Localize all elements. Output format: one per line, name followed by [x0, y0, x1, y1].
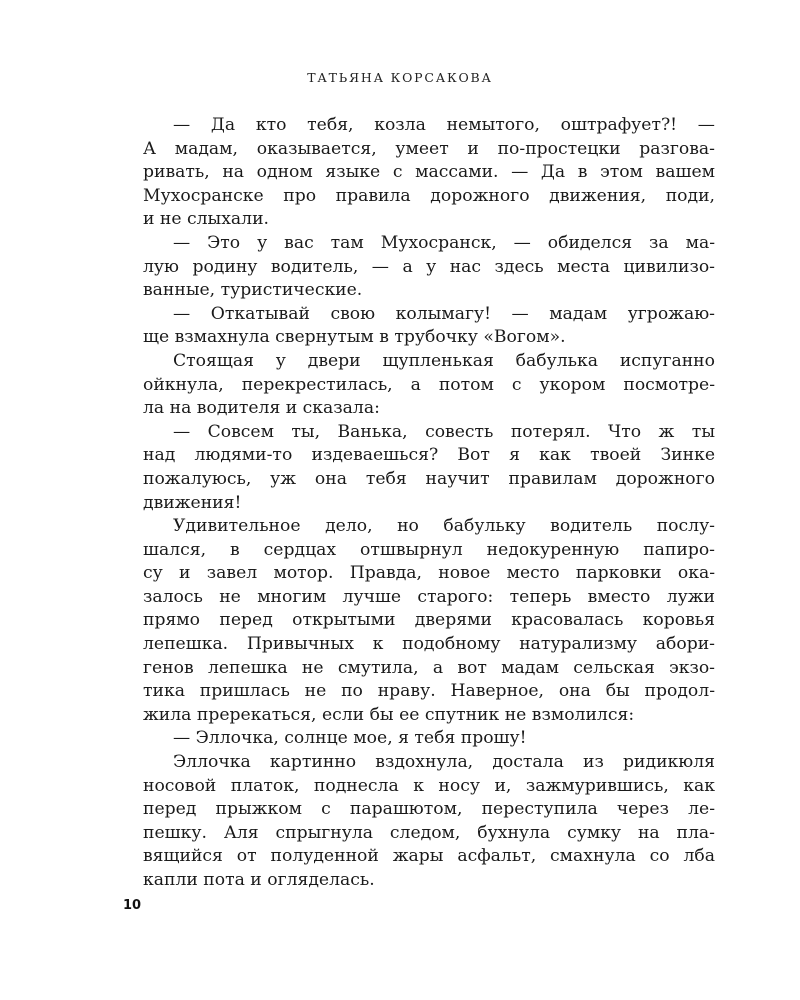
text-line: Стоящая у двери щупленькая бабулька испуганно [173, 350, 715, 371]
text-line: — Да кто тебя, козла немытого, оштрафует?! — [173, 115, 715, 135]
text-line: Эллочка картинно вздохнула, достала из ридикюля [173, 752, 715, 773]
text-line: и не слыхали. [143, 209, 270, 230]
text-line: над людями-то издеваешься? Вот я как твоей Зинке [143, 445, 715, 466]
text-line: вящийся от полуденной жары асфальт, смахнула со лба [143, 846, 715, 867]
text-line: лепешка. Привычных к подобному натурализму абори- [143, 634, 715, 655]
text-line: ла на водителя и сказала: [143, 398, 380, 419]
text-line: ойкнула, перекрестилась, а потом с укором посмотре- [143, 374, 715, 395]
text-line: пешку. Аля спрыгнула следом, бухнула сумку на пла- [143, 822, 715, 843]
text-line: — Совсем ты, Ванька, совесть потерял. Что ж ты [173, 421, 715, 442]
text-line: носовой платок, поднесла к носу и, зажмурившись, как [143, 775, 715, 796]
running-head: ТАТЬЯНА КОРСАКОВА [307, 70, 493, 85]
text-line: — Эллочка, солнце мое, я тебя прошу! [173, 728, 527, 749]
text-line: жила пререкаться, если бы ее спутник не взмолился: [143, 704, 635, 725]
text-line: ще взмахнула свернутым в трубочку «Вогом». [143, 327, 566, 348]
text-line: лую родину водитель, — а у нас здесь места цивилизо- [143, 256, 715, 277]
text-line: движения! [143, 492, 242, 513]
text-line: ванные, туристические. [143, 280, 363, 301]
text-line: прямо перед открытыми дверями красовалась коровья [143, 610, 715, 631]
page-number: 10 [123, 898, 142, 913]
text-line: шался, в сердцах отшвырнул недокуренную папиро- [143, 539, 715, 560]
text-line: капли пота и огляделась. [143, 870, 375, 890]
text-line: Удивительное дело, но бабульку водитель послу- [173, 516, 715, 537]
body-text [143, 114, 715, 893]
text-line: тика пришлась не по нраву. Наверное, она бы продол- [143, 681, 715, 702]
text-line: А мадам, оказывается, умеет и по-простецки разгова- [143, 138, 715, 159]
text-line: пожалуюсь, уж она тебя научит правилам дорожного [143, 468, 715, 489]
text-line: залось не многим лучше старого: теперь вместо лужи [143, 586, 715, 607]
text-line: ривать, на одном языке с массами. — Да в этом вашем [143, 162, 715, 183]
text-line: Мухосранске про правила дорожного движения, поди, [143, 185, 715, 206]
text-line: — Откатывай свою колымагу! — мадам угрожаю- [173, 303, 715, 324]
text-line: — Это у вас там Мухосранск, — обиделся за ма- [173, 232, 715, 253]
text-line: перед прыжком с парашютом, переступила через ле- [143, 799, 715, 820]
text-line: су и завел мотор. Правда, новое место парковки ока- [143, 563, 715, 584]
text-line: генов лепешка не смутила, а вот мадам сельская экзо- [143, 657, 715, 678]
